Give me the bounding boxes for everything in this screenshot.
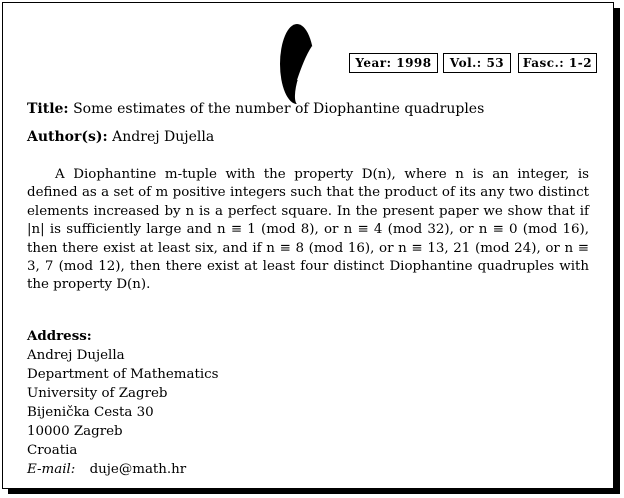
address-line-university: University of Zagreb bbox=[27, 386, 168, 401]
address-line-city: 10000 Zagreb bbox=[27, 424, 123, 439]
volume-badge bbox=[443, 53, 511, 73]
email-row bbox=[27, 460, 219, 479]
address-block bbox=[27, 327, 219, 479]
email-label: E-mail: bbox=[27, 462, 76, 477]
authors-label: Author(s): bbox=[27, 129, 108, 145]
address-line-country: Croatia bbox=[27, 443, 78, 458]
paper-authors bbox=[27, 129, 214, 145]
address-label: Address: bbox=[27, 328, 92, 344]
address-line-department: Department of Mathematics bbox=[27, 367, 219, 382]
authors-text: Andrej Dujella bbox=[112, 129, 215, 145]
card-shadow-right bbox=[614, 8, 620, 492]
year-value: 1998 bbox=[396, 56, 432, 70]
fascicle-badge bbox=[518, 53, 597, 73]
journal-logo-icon bbox=[276, 20, 326, 108]
address-line-street: Bijenička Cesta 30 bbox=[27, 405, 154, 420]
year-label: Year: bbox=[355, 56, 392, 70]
fascicle-label: Fasc.: bbox=[522, 56, 565, 70]
abstract-text: A Diophantine m-tuple with the property D(n), where n is an integer, is defined as a set of m positive integers such that the product of its any two distinct elements increased by n is a perfect square. In the present paper we show that if |n| is sufficiently large and n ≡ 1 (mod 8), or n ≡ 4 (mod 32), or n ≡ 0 (mod 16), then there exist at least six, and if n ≡ 8 (mod 16), or n ≡ 13, 21 (mod 24), or n ≡ 3, 7 (mod 12), then there exist at least four distinct Diophantine quadruples with the property D(n). bbox=[27, 167, 589, 293]
volume-label: Vol.: bbox=[449, 56, 482, 70]
volume-value: 53 bbox=[486, 56, 505, 70]
email-link[interactable]: duje@math.hr bbox=[89, 462, 187, 477]
address-line-name: Andrej Dujella bbox=[27, 348, 125, 363]
year-badge bbox=[349, 53, 438, 73]
title-label: Title: bbox=[27, 101, 69, 117]
title-text: Some estimates of the number of Diophantine quadruples bbox=[73, 101, 485, 117]
fascicle-value: 1-2 bbox=[568, 56, 593, 70]
paper-title bbox=[27, 101, 484, 117]
